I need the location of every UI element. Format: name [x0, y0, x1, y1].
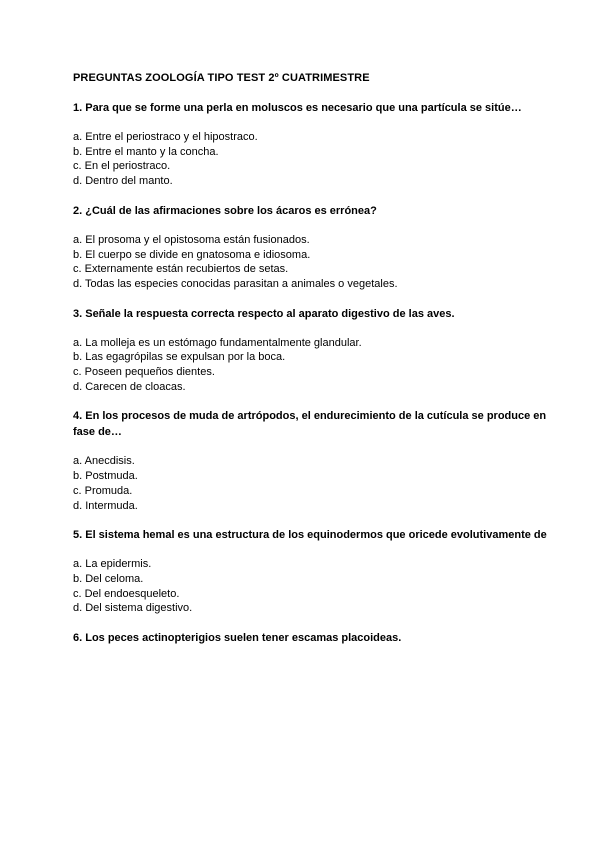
option-b: b. Entre el manto y la concha.: [73, 145, 219, 158]
question-text: 2. ¿Cuál de las afirmaciones sobre los ácaros es errónea?: [73, 204, 377, 217]
document-title: PREGUNTAS ZOOLOGÍA TIPO TEST 2º CUATRIMESTRE: [73, 72, 370, 84]
option-b: b. Postmuda.: [73, 470, 138, 483]
option-c: c. Externamente están recubiertos de setas.: [73, 263, 289, 276]
question-text: 1. Para que se forme una perla en moluscos es necesario que una partícula se sitúe…: [73, 102, 522, 114]
option-c: c. Poseen pequeños dientes.: [73, 366, 215, 379]
option-d: d. Intermuda.: [73, 499, 138, 512]
question-text: 5. El sistema hemal es una estructura de los equinodermos que oricede evolutivamente de: [73, 529, 547, 542]
question-text: 4. En los procesos de muda de artrópodos, el endurecimiento de la cutícula se produce en fase de…: [73, 410, 547, 439]
option-c: c. Promuda.: [73, 484, 133, 497]
option-b: b. Las egagrópilas se expulsan por la boca.: [73, 351, 286, 364]
option-d: d. Dentro del manto.: [73, 175, 173, 188]
option-c: c. En el periostraco.: [73, 160, 171, 173]
option-c: c. Del endoesqueleto.: [73, 587, 180, 600]
options-list: [73, 336, 560, 395]
options-list: [73, 557, 560, 616]
question-3: [73, 306, 560, 395]
option-a: a. La epidermis.: [73, 558, 152, 571]
option-a: a. Entre el periostraco y el hipostraco.: [73, 131, 258, 143]
options-list: [73, 130, 560, 189]
option-d: d. Del sistema digestivo.: [73, 602, 193, 615]
question-4: [73, 408, 560, 513]
question-text: 3. Señale la respuesta correcta respecto al aparato digestivo de las aves.: [73, 307, 455, 320]
question-1: [73, 100, 560, 189]
options-list: [73, 233, 560, 292]
question-5: [73, 527, 560, 616]
options-list: [73, 454, 560, 513]
option-b: b. El cuerpo se divide en gnatosoma e idiosoma.: [73, 248, 311, 261]
question-text: 6. Los peces actinopterigios suelen tener escamas placoideas.: [73, 632, 402, 645]
option-d: d. Todas las especies conocidas parasitan a animales o vegetales.: [73, 277, 398, 290]
question-2: [73, 203, 560, 292]
question-6: [73, 630, 560, 646]
option-a: a. La molleja es un estómago fundamentalmente glandular.: [73, 336, 362, 349]
option-a: a. El prosoma y el opistosoma están fusionados.: [73, 233, 310, 246]
option-b: b. Del celoma.: [73, 572, 144, 585]
option-a: a. Anecdisis.: [73, 455, 135, 468]
option-d: d. Carecen de cloacas.: [73, 380, 186, 393]
